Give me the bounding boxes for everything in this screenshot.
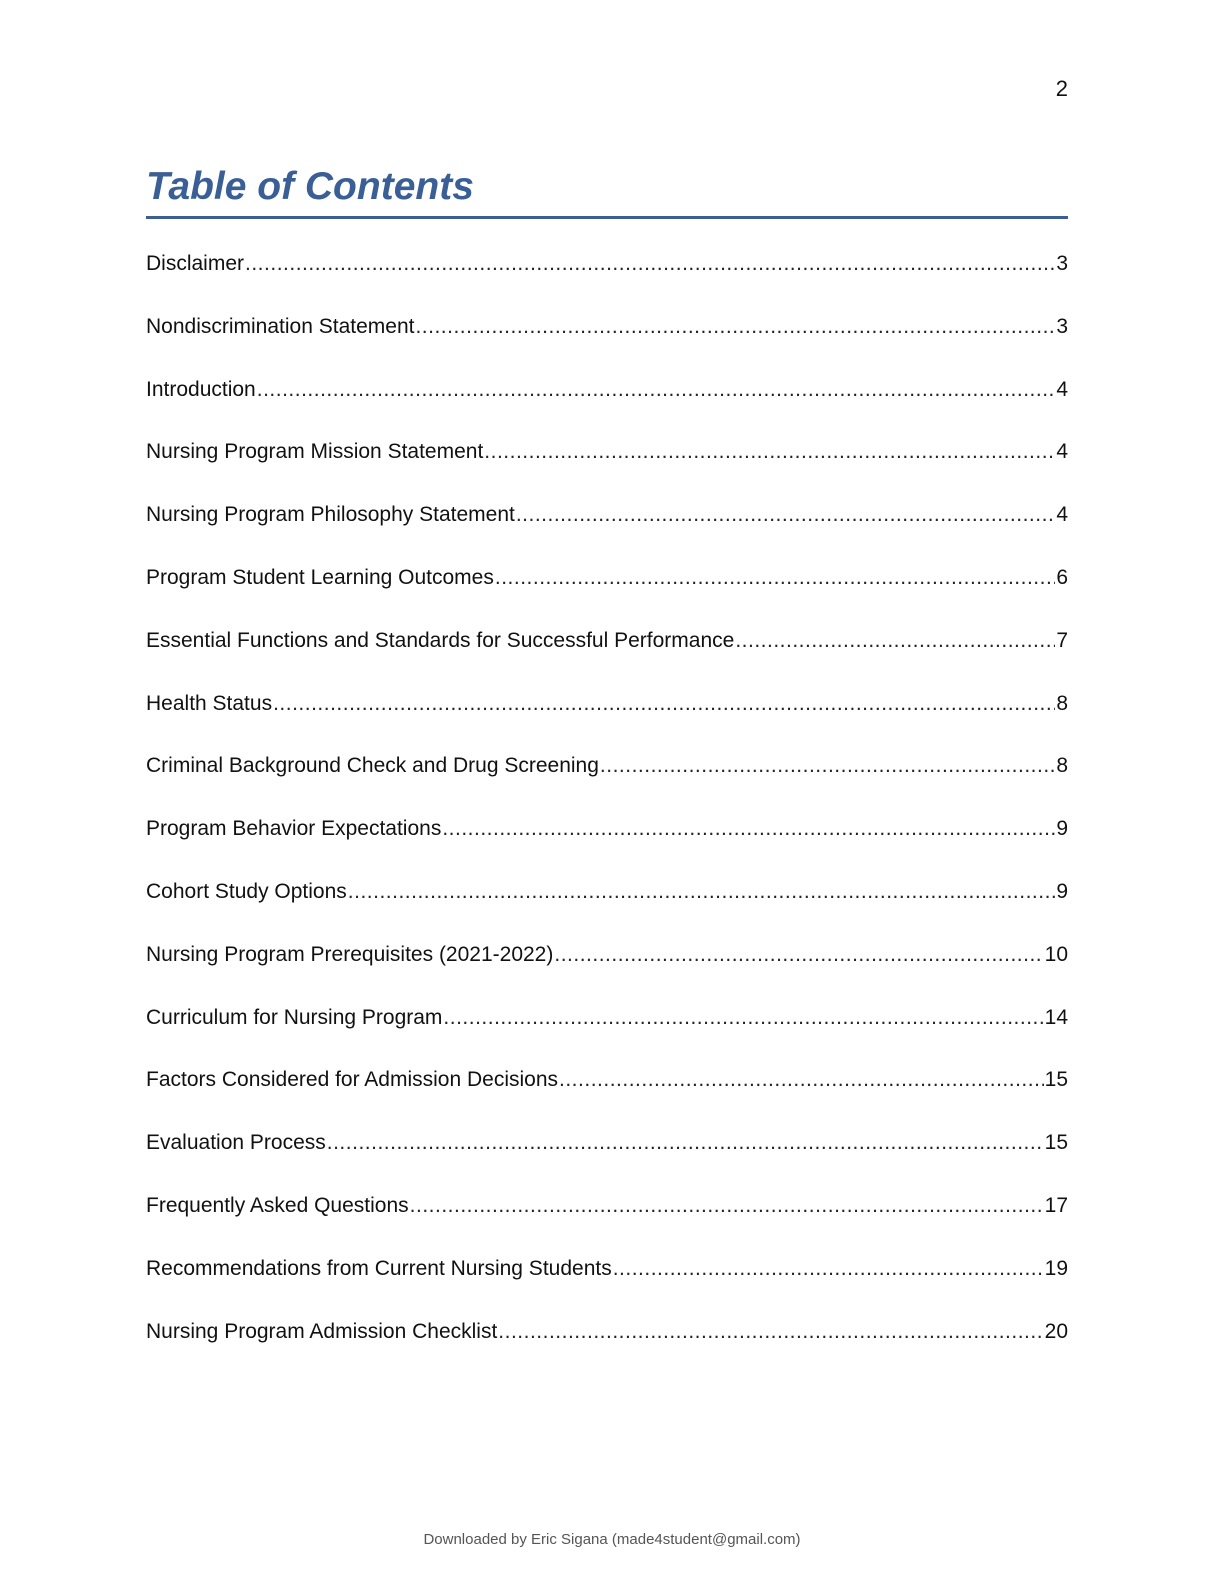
toc-entry-page: 20 — [1044, 1319, 1068, 1343]
toc-entry-title: Nursing Program Philosophy Statement — [146, 503, 515, 527]
toc-dot-leader — [554, 939, 1043, 971]
toc-entry-page: 15 — [1044, 1068, 1068, 1092]
toc-entry-page: 7 — [1056, 628, 1068, 652]
toc-entry-title: Curriculum for Nursing Program — [146, 1005, 443, 1029]
toc-entry-title: Cohort Study Options — [146, 879, 347, 903]
toc-heading: Table of Contents — [146, 164, 1068, 219]
toc-entry-page: 6 — [1056, 565, 1068, 589]
toc-entry-title: Nursing Program Mission Statement — [146, 440, 484, 464]
toc-entry-page: 14 — [1044, 1005, 1068, 1029]
toc-dot-leader — [257, 374, 1056, 406]
toc-dot-leader — [245, 248, 1055, 280]
toc-dot-leader — [600, 750, 1055, 782]
toc-entry[interactable] — [146, 750, 1068, 813]
toc-dot-leader — [484, 436, 1055, 468]
toc-entry-title: Nursing Program Admission Checklist — [146, 1319, 498, 1343]
toc-dot-leader — [443, 1002, 1043, 1034]
toc-entry[interactable] — [146, 436, 1068, 499]
toc-dot-leader — [495, 562, 1055, 594]
toc-entry-title: Nursing Program Prerequisites (2021-2022) — [146, 942, 554, 966]
toc-entry[interactable] — [146, 248, 1068, 311]
toc-entry-page: 3 — [1056, 314, 1068, 338]
toc-entry[interactable] — [146, 374, 1068, 437]
toc-entry-page: 17 — [1044, 1193, 1068, 1217]
toc-entry[interactable] — [146, 311, 1068, 374]
toc-entry[interactable] — [146, 1127, 1068, 1190]
toc-entry[interactable] — [146, 562, 1068, 625]
toc-dot-leader — [273, 688, 1055, 720]
toc-entry[interactable] — [146, 1190, 1068, 1253]
footer-download-note: Downloaded by Eric Sigana (made4student@gmail.com) — [423, 1531, 801, 1548]
toc-entry-page: 15 — [1044, 1131, 1068, 1155]
toc-entry-page: 9 — [1056, 817, 1068, 841]
toc-entry-page: 8 — [1056, 691, 1068, 715]
toc-entry-title: Evaluation Process — [146, 1131, 326, 1155]
toc-dot-leader — [442, 813, 1055, 845]
toc-dot-leader — [498, 1316, 1043, 1348]
toc-entry[interactable] — [146, 625, 1068, 688]
toc-entry[interactable] — [146, 1002, 1068, 1065]
toc-entry-title: Nondiscrimination Statement — [146, 314, 415, 338]
toc-entry[interactable] — [146, 876, 1068, 939]
toc-entry-title: Recommendations from Current Nursing Students — [146, 1256, 612, 1280]
toc-dot-leader — [735, 625, 1055, 657]
toc-entry-title: Essential Functions and Standards for Successful Performance — [146, 628, 735, 652]
toc-entry[interactable] — [146, 499, 1068, 562]
toc-dot-leader — [559, 1064, 1044, 1096]
toc-dot-leader — [415, 311, 1055, 343]
toc-entry-page: 19 — [1044, 1256, 1068, 1280]
toc-entry[interactable] — [146, 813, 1068, 876]
toc-entry-title: Criminal Background Check and Drug Screening — [146, 754, 599, 778]
toc-dot-leader — [410, 1190, 1044, 1222]
toc-entry-page: 8 — [1056, 754, 1068, 778]
toc-entry-title: Program Student Learning Outcomes — [146, 565, 494, 589]
toc-entry[interactable] — [146, 1253, 1068, 1316]
toc-dot-leader — [327, 1127, 1044, 1159]
toc-entry[interactable] — [146, 1064, 1068, 1127]
toc-entry-title: Introduction — [146, 377, 256, 401]
toc-entry-page: 9 — [1056, 879, 1068, 903]
toc-dot-leader — [348, 876, 1056, 908]
toc-entry-title: Disclaimer — [146, 252, 245, 275]
toc-entry-page: 10 — [1044, 942, 1068, 966]
toc-entry-page: 4 — [1056, 377, 1068, 401]
toc-entry-page: 4 — [1056, 503, 1068, 527]
toc-list — [146, 248, 1068, 1378]
toc-entry-title: Program Behavior Expectations — [146, 817, 442, 841]
toc-entry[interactable] — [146, 1316, 1068, 1379]
toc-entry-title: Factors Considered for Admission Decisions — [146, 1068, 559, 1092]
toc-dot-leader — [613, 1253, 1044, 1285]
page-number: 2 — [1055, 76, 1068, 101]
toc-entry-title: Frequently Asked Questions — [146, 1193, 409, 1217]
toc-entry[interactable] — [146, 688, 1068, 751]
toc-entry-page: 3 — [1056, 252, 1068, 275]
toc-entry-page: 4 — [1056, 440, 1068, 464]
toc-dot-leader — [516, 499, 1055, 531]
toc-entry-title: Health Status — [146, 691, 273, 715]
toc-entry[interactable] — [146, 939, 1068, 1002]
